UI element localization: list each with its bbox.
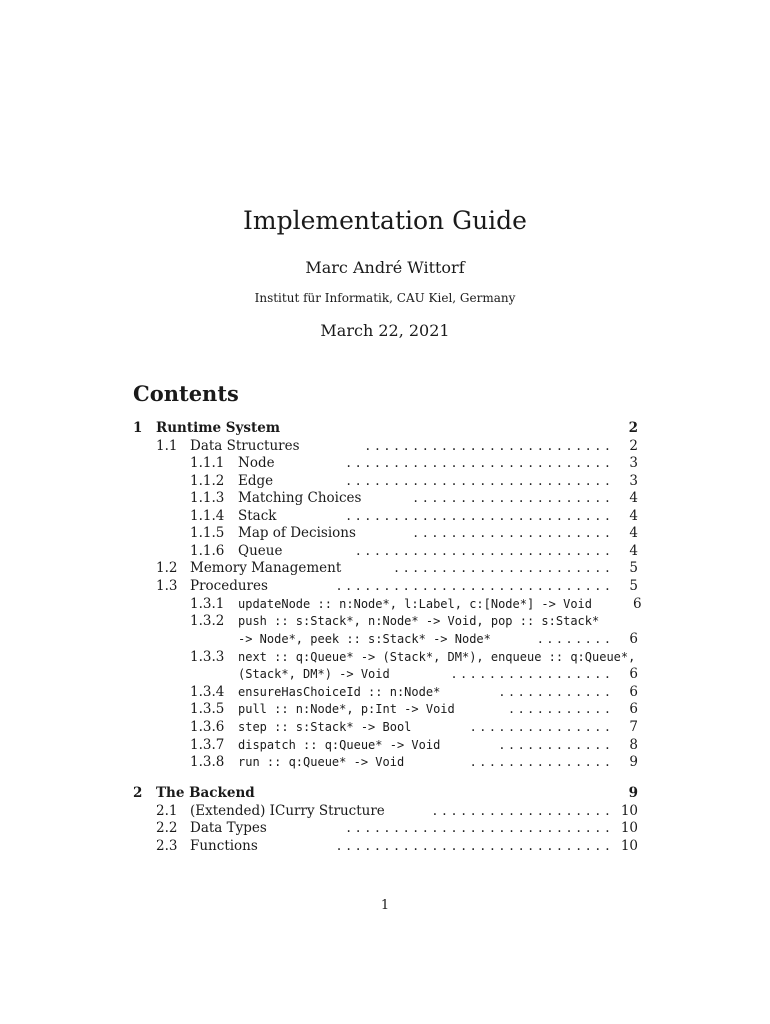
toc-page: 6 <box>629 701 638 717</box>
toc-leader: . . . . . . . . . . . . . . . . . . . . . . . . . . <box>365 438 610 454</box>
toc-number: 1.3.7 <box>190 737 225 753</box>
toc-leader: . . . . . . . . . . . . . . . <box>471 719 610 735</box>
toc-page: 2 <box>628 420 638 436</box>
toc-page: 6 <box>629 631 638 647</box>
toc-section-data-types[interactable] <box>156 819 638 837</box>
toc-leader: . . . . . . . . . . . . . . . . . . . . . . . . . . . . <box>346 820 610 836</box>
toc-subsection-queue[interactable] <box>190 542 638 560</box>
toc-number: 1 <box>133 420 143 436</box>
toc-title-line2: -> Node*, peek :: s:Stack* -> Node* <box>238 632 491 646</box>
toc-title: Edge <box>238 473 274 489</box>
toc-chapter-runtime-system[interactable] <box>133 419 638 437</box>
toc-section-memory-management[interactable] <box>156 559 638 577</box>
toc-subsection-run[interactable] <box>190 753 638 771</box>
toc-page: 10 <box>620 803 638 819</box>
toc-number: 1.1.1 <box>190 455 225 471</box>
toc-page: 3 <box>629 455 638 471</box>
toc-page: 5 <box>629 560 638 576</box>
toc-number: 2.2 <box>156 820 178 836</box>
toc-number: 1.3.2 <box>190 613 225 629</box>
toc-page: 10 <box>620 838 638 854</box>
toc-title: Queue <box>238 543 283 559</box>
toc-section-functions[interactable] <box>156 837 638 855</box>
toc-leader: . . . . . . . . . . . . <box>499 684 610 700</box>
toc-page: 5 <box>629 578 638 594</box>
toc-subsection-node[interactable] <box>190 454 638 472</box>
toc-chapter-the-backend[interactable] <box>133 784 638 802</box>
toc-title: Matching Choices <box>238 490 362 506</box>
toc-leader: . . . . . . . . . . . . . . . . . . . . . . . . . . . . <box>346 473 610 489</box>
toc-leader: . . . . . . . . . . . . . . . . . . . . . . . . . . . . . <box>336 838 610 854</box>
toc-number: 1.1.6 <box>190 543 225 559</box>
toc-page: 9 <box>628 785 638 801</box>
toc-page: 4 <box>629 543 638 559</box>
toc-leader: . . . . . . . . . . . . . . . . . . . . . . . . . . . <box>356 543 610 559</box>
toc-leader: . . . . . . . . . . . <box>509 701 610 717</box>
toc-page: 6 <box>633 596 642 612</box>
author-name: Marc André Wittorf <box>305 258 465 277</box>
toc-title: Stack <box>238 508 277 524</box>
document-date: March 22, 2021 <box>320 321 450 340</box>
toc-number: 2 <box>133 785 143 801</box>
toc-subsection-push-pop-peek-continued[interactable] <box>190 630 638 648</box>
toc-leader: . . . . . . . . . . . . . . . . . <box>451 666 610 682</box>
toc-title: (Extended) ICurry Structure <box>190 803 385 819</box>
toc-number: 1.3 <box>156 578 178 594</box>
toc-leader: . . . . . . . . . . . . . . . . . . . . . <box>413 490 610 506</box>
toc-subsection-next-enqueue-continued[interactable] <box>190 665 638 683</box>
toc-number: 1.1.3 <box>190 490 225 506</box>
author-affiliation: Institut für Informatik, CAU Kiel, Germany <box>254 291 516 305</box>
toc-title: pull :: n:Node*, p:Int -> Void <box>238 702 455 716</box>
toc-subsection-stack[interactable] <box>190 507 638 525</box>
toc-number: 1.3.6 <box>190 719 225 735</box>
toc-title: Procedures <box>190 578 268 594</box>
toc-title: Data Types <box>190 820 267 836</box>
toc-leader: . . . . . . . . . . . . . . . <box>471 754 610 770</box>
toc-title: Data Structures <box>190 438 300 454</box>
toc-page: 4 <box>629 490 638 506</box>
toc-subsection-map-of-decisions[interactable] <box>190 524 638 542</box>
toc-leader: . . . . . . . . . . . . . . . . . . . . . . . . . . . . <box>346 455 610 471</box>
toc-title: run :: q:Queue* -> Void <box>238 755 405 769</box>
toc-title-line1: push :: s:Stack*, n:Node* -> Void, pop :: s:Stack* <box>238 614 600 628</box>
toc-leader: . . . . . . . . <box>538 631 610 647</box>
toc-subsection-next-enqueue[interactable] <box>190 648 670 666</box>
toc-page: 8 <box>629 737 638 753</box>
toc-number: 1.3.4 <box>190 684 225 700</box>
toc-leader: . . . . . . . . . . . . . . . . . . . <box>432 803 610 819</box>
toc-subsection-pull[interactable] <box>190 700 638 718</box>
toc-leader: . . . . . . . . . . . . . . . . . . . . . . . <box>394 560 610 576</box>
toc-subsection-ensurehaschoiceid[interactable] <box>190 683 638 701</box>
toc-title: The Backend <box>156 785 255 801</box>
toc-subsection-dispatch[interactable] <box>190 736 638 754</box>
toc-page: 3 <box>629 473 638 489</box>
toc-number: 1.3.8 <box>190 754 225 770</box>
toc-title: Map of Decisions <box>238 525 356 541</box>
toc-title: dispatch :: q:Queue* -> Void <box>238 738 441 752</box>
toc-number: 1.1.2 <box>190 473 225 489</box>
toc-number: 1.3.3 <box>190 649 225 665</box>
toc-page: 7 <box>629 719 638 735</box>
toc-leader: . . . . . . . . . . . . <box>499 737 610 753</box>
toc-number: 2.3 <box>156 838 178 854</box>
toc-page: 9 <box>629 754 638 770</box>
document-title: Implementation Guide <box>243 206 527 235</box>
toc-page: 6 <box>629 684 638 700</box>
contents-heading: Contents <box>133 381 239 406</box>
toc-subsection-edge[interactable] <box>190 472 638 490</box>
toc-number: 1.3.1 <box>190 596 225 612</box>
page-number: 1 <box>380 898 390 913</box>
toc-title: Memory Management <box>190 560 342 576</box>
toc-number: 1.3.5 <box>190 701 225 717</box>
toc-page: 4 <box>629 525 638 541</box>
toc-section-icurry-structure[interactable] <box>156 802 638 820</box>
toc-number: 1.1.5 <box>190 525 225 541</box>
toc-leader: . . . . . . . . . . . . . . . . . . . . . <box>413 525 610 541</box>
toc-page: 10 <box>620 820 638 836</box>
toc-subsection-push-pop-peek[interactable] <box>190 612 638 630</box>
toc-page: 4 <box>629 508 638 524</box>
toc-page: 6 <box>629 666 638 682</box>
toc-title: ensureHasChoiceId :: n:Node* <box>238 685 441 699</box>
toc-title: updateNode :: n:Node*, l:Label, c:[Node*] -> Void <box>238 597 593 611</box>
toc-title: step :: s:Stack* -> Bool <box>238 720 412 734</box>
toc-leader: . . . . . . . . . . . . . . . . . . . . . . . . . . . . <box>346 508 610 524</box>
toc-subsection-updatenode[interactable] <box>190 595 660 613</box>
toc-subsection-matching-choices[interactable] <box>190 489 638 507</box>
toc-number: 1.1 <box>156 438 178 454</box>
toc-section-procedures[interactable] <box>156 577 638 595</box>
toc-leader: . . . . . . . . . . . . . . . . . . . . . . . . . . . . . <box>336 578 610 594</box>
toc-title: Node <box>238 455 275 471</box>
toc-subsection-step[interactable] <box>190 718 638 736</box>
toc-section-data-structures[interactable] <box>156 437 638 455</box>
toc-number: 1.2 <box>156 560 178 576</box>
toc-title-line2: (Stack*, DM*) -> Void <box>238 667 390 681</box>
toc-number: 2.1 <box>156 803 178 819</box>
toc-title: Functions <box>190 838 258 854</box>
toc-title: Runtime System <box>156 420 281 436</box>
toc-number: 1.1.4 <box>190 508 225 524</box>
toc-page: 2 <box>629 438 638 454</box>
toc-title-line1: next :: q:Queue* -> (Stack*, DM*), enqueue :: q:Queue*, <box>238 650 636 664</box>
